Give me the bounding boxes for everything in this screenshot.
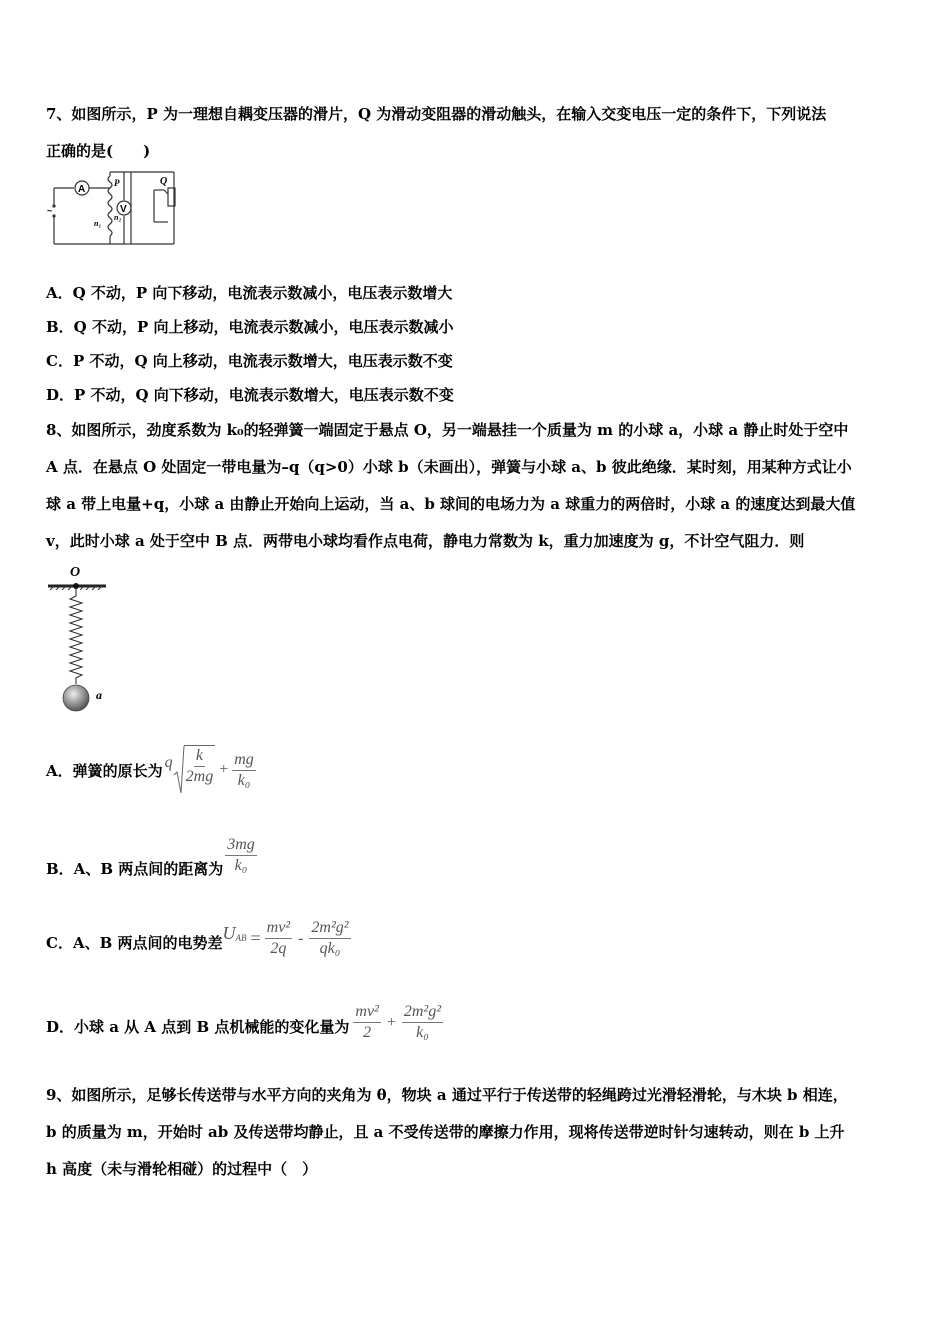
q8-option-b — [46, 832, 257, 879]
q8-stem-line1: 8、如图所示，劲度系数为 k₀的轻弹簧一端固定于悬点 O，另一端悬挂一个质量为 m 的小球 a，小球 a 静止时处于空中 — [46, 421, 849, 439]
n2-label: n₂ — [114, 213, 122, 222]
q7-option-d: D．P 不动，Q 向下移动，电流表示数增大，电压表示数不变 — [46, 386, 454, 404]
q7-stem-line2: 正确的是( ) — [46, 142, 151, 160]
q8-option-c-eq: = — [250, 928, 261, 948]
q8-option-b-num: 3mg — [225, 835, 257, 856]
q8-option-d-den2: k₀ — [416, 1024, 429, 1041]
q9-stem-line1: 9、如图所示，足够长传送带与水平方向的夹角为 θ，物块 a 通过平行于传送带的轻绳跨过光滑轻滑轮，与木块 b 相连， — [46, 1086, 848, 1104]
q9-stem-line2: b 的质量为 m，开始时 ab 及传送带均静止，且 a 不受传送带的摩擦力作用，现将传送带逆时针匀速转动，则在 b 上升 — [46, 1123, 845, 1141]
q8-option-a-q: q — [164, 754, 173, 771]
q9-stem-line3: h 高度（未与滑轮相碰）的过程中（ ） — [46, 1160, 318, 1178]
q8-option-a-sqrt-num: k — [194, 746, 205, 767]
p-label: P — [114, 178, 120, 188]
q8-stem-line4: v，此时小球 a 处于空中 B 点．两带电小球均看作点电荷，静电力常数为 k，重力加速度为 g，不计空气阻力．则 — [46, 532, 805, 550]
ac-source-icon: ~ — [47, 206, 53, 216]
q8-option-d-plus: + — [386, 1013, 396, 1031]
q8-option-b-label: B．A、B 两点间的距离为 — [46, 860, 224, 878]
q8-option-c-num1: mv² — [265, 918, 292, 939]
q8-option-d-num2: 2m²g² — [402, 1002, 443, 1023]
q8-spring-diagram — [44, 562, 124, 718]
q8-option-c — [46, 918, 351, 959]
voltmeter-label: V — [120, 204, 127, 215]
q8-option-c-u: U — [222, 923, 236, 943]
q8-option-d-den1: 2 — [363, 1024, 372, 1041]
q8-option-c-fraction1 — [265, 918, 292, 959]
q8-option-a-plus: + — [219, 761, 229, 778]
q8-option-d-label: D．小球 a 从 A 点到 B 点机械能的变化量为 — [46, 1018, 350, 1036]
q7-option-c: C．P 不动，Q 向上移动，电流表示数增大，电压表示数不变 — [46, 352, 453, 370]
a-label: a — [96, 688, 102, 702]
o-label: O — [70, 565, 81, 580]
q8-option-a-fraction — [232, 750, 256, 791]
ammeter-label: A — [78, 184, 86, 195]
q8-option-c-den2: qk₀ — [319, 940, 341, 957]
q8-option-a-label: A．弹簧的原长为 — [46, 761, 163, 780]
q8-option-c-fraction2 — [309, 918, 350, 959]
q8-option-d-fraction2 — [402, 1002, 443, 1043]
q7-stem-line1: 7、如图所示，P 为一理想自耦变压器的滑片，Q 为滑动变阻器的滑动触头，在输入交变电压一定的条件下，下列说法 — [46, 105, 827, 123]
q8-option-c-label: C．A、B 两点间的电势差 — [46, 934, 223, 952]
q8-option-a-sqrt-den: 2mg — [185, 768, 214, 785]
q8-option-d-num1: mv² — [353, 1002, 380, 1023]
q8-option-c-minus: - — [298, 929, 304, 947]
q8-stem-line3: 球 a 带上电量+q，小球 a 由静止开始向上运动，当 a、b 球间的电场力为 a 球重力的两倍时，小球 a 的速度达到最大值 — [46, 495, 856, 513]
q8-option-a-num: mg — [232, 750, 256, 771]
q8-option-d-fraction1 — [353, 1002, 380, 1043]
q8-option-c-u-sub: AB — [235, 932, 247, 943]
q8-option-b-den: k₀ — [234, 857, 248, 874]
q7-option-a: A．Q 不动，P 向下移动，电流表示数减小，电压表示数增大 — [46, 284, 453, 302]
q8-option-d — [46, 1002, 443, 1043]
q8-stem-line2: A 点．在悬点 O 处固定一带电量为–q（q>0）小球 b（未画出），弹簧与小球 a、b 彼此绝缘．某时刻，用某种方式让小 — [46, 458, 852, 476]
sqrt-sign-icon — [173, 745, 216, 795]
q8-option-a-den: k₀ — [237, 771, 251, 789]
q8-option-c-num2: 2m²g² — [309, 918, 350, 939]
n1-label: n₁ — [94, 219, 102, 228]
q7-circuit-diagram — [44, 170, 184, 250]
q8-option-b-fraction — [225, 835, 257, 876]
q7-option-b: B．Q 不动，P 向上移动，电流表示数减小，电压表示数减小 — [46, 318, 454, 336]
q8-option-a — [46, 745, 256, 795]
q-label: Q — [160, 176, 168, 187]
q8-option-c-den1: 2q — [270, 940, 287, 957]
